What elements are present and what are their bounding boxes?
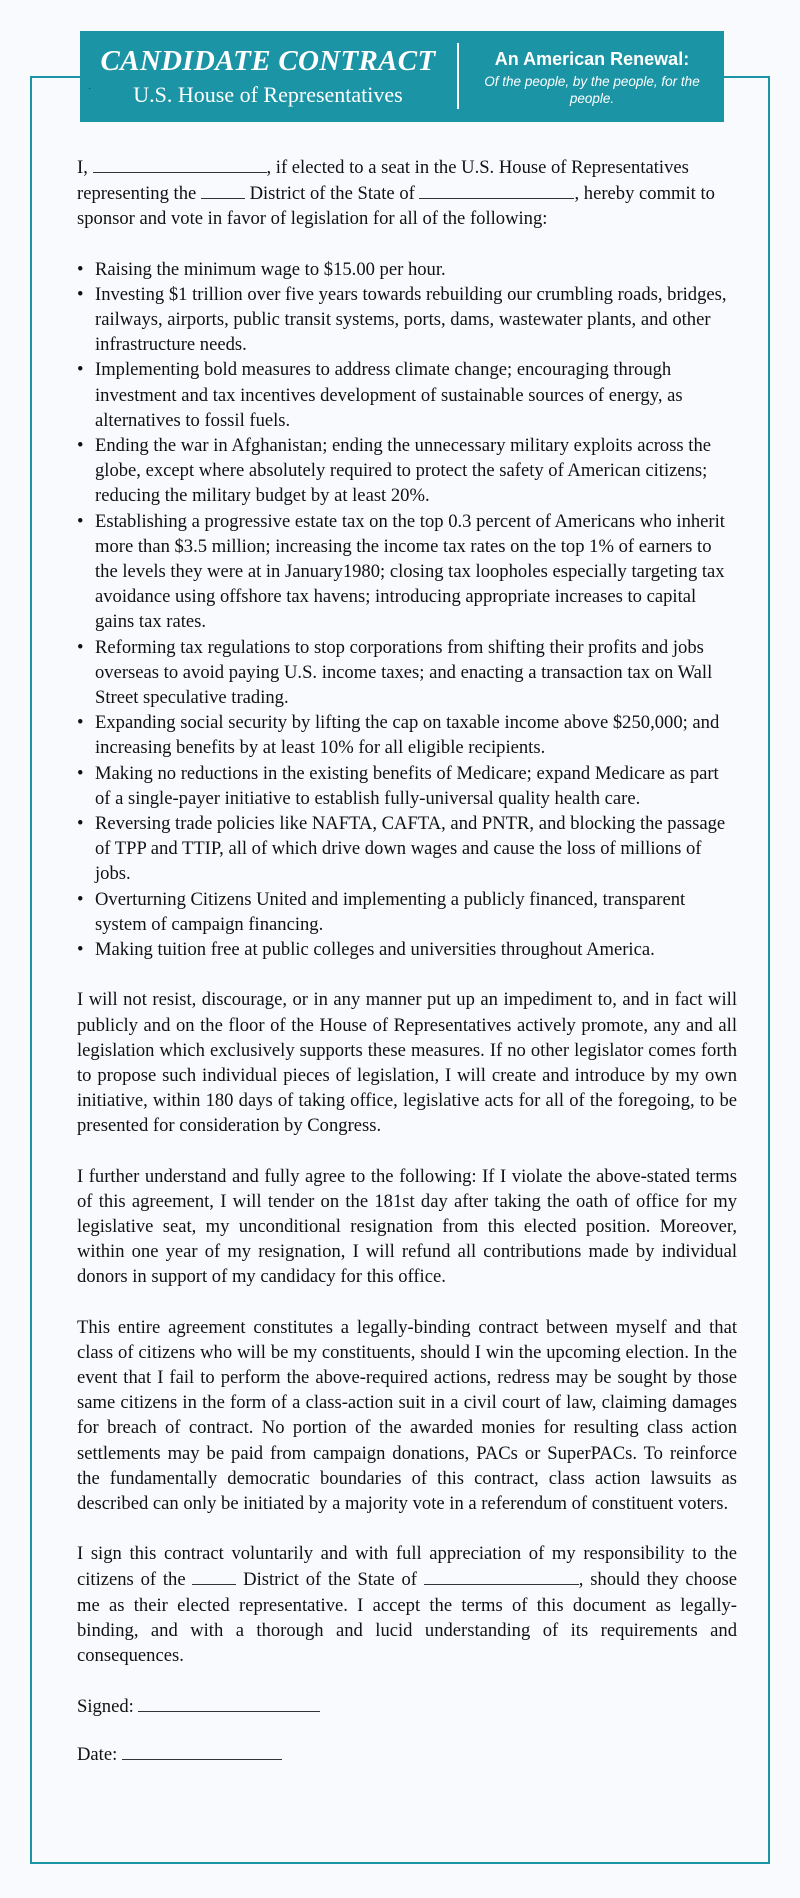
closing-start: I sign this contract voluntarily and with full appreciation of my responsibility to the citizens of the [77, 1543, 737, 1591]
list-item: • Reversing trade policies like NAFTA, CAFTA, and PNTR, and blocking the passage of TPP and TTIP, all of which drive down wages and cause the loss of millions of jobs. [77, 811, 737, 887]
commitments-list [77, 257, 737, 963]
closing-after-state: , should they choose me as their elected representative. I accept the terms of this document as legally-binding, and with a thorough and lucid understanding of its requirements and consequences. [77, 1569, 738, 1666]
header-divider [457, 43, 459, 109]
resignation-paragraph: I further understand and fully agree to the following: If I violate the above-stated terms of this agreement, I will tender on the 181st day after taking the oath of office for my legislative seat, my unconditional resignation from this elected position. Moreover, within one year of my resignation, I will refund all contributions made by individual donors in support of my candidacy for this office. [77, 1165, 737, 1288]
date-label: Date: [77, 1744, 118, 1766]
closing-paragraph [77, 1541, 737, 1668]
signed-label: Signed: [77, 1696, 134, 1718]
document-subtitle: U.S. House of Representatives [133, 82, 403, 107]
list-item: • Expanding social security by lifting the cap on taxable income above $250,000; and increasing benefits by at least 10% for all eligible recipients. [77, 710, 737, 760]
document-title: CANDIDATE CONTRACT [100, 45, 436, 77]
list-item: • Raising the minimum wage to $15.00 per hour. [77, 257, 737, 282]
header-title-block [80, 31, 456, 122]
date-line [77, 1741, 737, 1767]
list-item: • Establishing a progressive estate tax on the top 0.3 percent of Americans who inherit more than $3.5 million; increasing the income tax rates on the top 1% of earners to the levels they were at in January1980; closing tax loopholes especially targeting tax avoidance using offshore tax havens; introducing appropriate increases to capital gains tax rates. [77, 509, 737, 635]
header-banner [80, 31, 724, 122]
intro-paragraph [77, 154, 737, 232]
candidate-name-blank[interactable] [93, 154, 267, 173]
header-slogan-block [460, 31, 724, 122]
list-item: • Investing $1 trillion over five years towards rebuilding our crumbling roads, bridges, railways, airports, public transit systems, ports, dams, wastewater plants, and other infrastructure needs. [77, 282, 737, 358]
signature-line [77, 1693, 737, 1719]
closing-after-district: District of the State of [243, 1569, 417, 1591]
intro-after-district: District of the State of [249, 183, 415, 205]
list-item: • Reforming tax regulations to stop corporations from shifting their profits and jobs overseas to avoid paying U.S. income taxes; and enacting a transaction tax on Wall Street speculative trading. [77, 635, 737, 711]
list-item: • Implementing bold measures to address climate change; encouraging through investment and tax incentives development of sustainable sources of energy, as alternatives to fossil fuels. [77, 357, 737, 433]
list-item: • Making no reductions in the existing benefits of Medicare; expand Medicare as part of a single-payer initiative to establish fully-universal quality health care. [77, 761, 737, 811]
closing-state-blank[interactable] [424, 1566, 579, 1585]
intro-after-name: , if elected to a seat in the U.S. House of Representatives representing the [77, 157, 689, 205]
district-blank[interactable] [201, 180, 245, 199]
tagline: Of the people, by the people, for the people. [484, 74, 700, 106]
decorative-dot-icon: · [88, 84, 92, 95]
intro-after-state: , hereby commit to sponsor and vote in favor of legislation for all of the following: [77, 183, 715, 230]
contract-body [77, 154, 737, 1790]
state-blank[interactable] [419, 180, 574, 199]
legal-binding-paragraph: This entire agreement constitutes a legally-binding contract between myself and that class of citizens who will be my constituents, should I win the upcoming election. In the event that I fail to perform the above-required actions, redress may be sought by those same citizens in the form of a class-action suit in a civil court of law, claiming damages for breach of contract. No portion of the awarded monies for resulting class action settlements may be paid from campaign donations, PACs or SuperPACs. To reinforce the fundamentally democratic boundaries of this contract, class action lawsuits as described can only be initiated by a majority vote in a referendum of constituent voters. [77, 1316, 737, 1514]
list-item: • Making tuition free at public colleges and universities throughout America. [77, 937, 737, 962]
date-blank[interactable] [122, 1741, 282, 1760]
closing-district-blank[interactable] [192, 1566, 236, 1585]
promotion-paragraph: I will not resist, discourage, or in any manner put up an impediment to, and in fact will publicly and on the floor of the House of Representatives actively promote, any and all legislation which exclusively supports these measures. If no other legislator comes forth to propose such individual pieces of legislation, I will create and introduce by my own initiative, within 180 days of taking office, legislative acts for all of the foregoing, to be presented for consideration by Congress. [77, 989, 737, 1137]
intro-i: I, [77, 157, 88, 178]
slogan: An American Renewal: [494, 49, 690, 69]
list-item: • Overturning Citizens United and implementing a publicly financed, transparent system of campaign financing. [77, 887, 737, 937]
list-item: • Ending the war in Afghanistan; ending the unnecessary military exploits across the globe, except where absolutely required to protect the safety of American citizens; reducing the military budget by at least 20%. [77, 433, 737, 509]
signature-blank[interactable] [138, 1693, 320, 1712]
